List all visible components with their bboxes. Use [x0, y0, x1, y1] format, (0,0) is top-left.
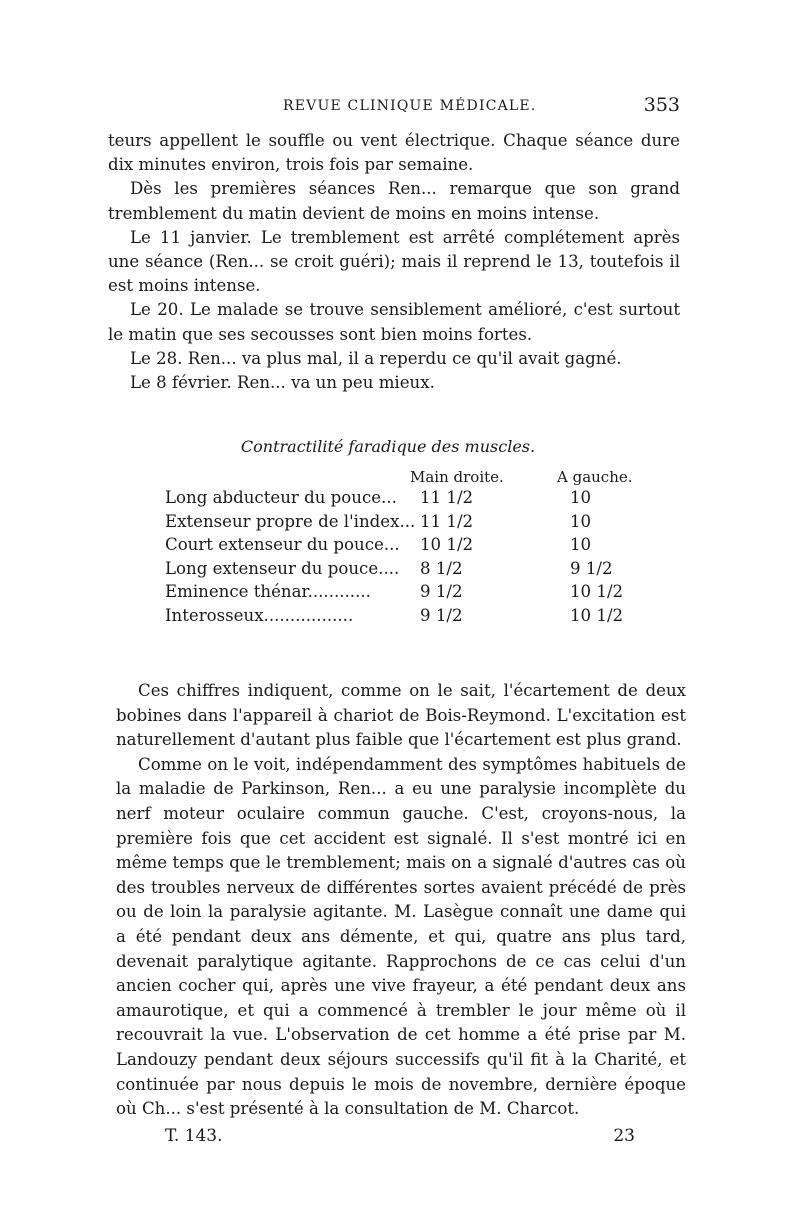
table-row — [165, 488, 645, 512]
table-row — [165, 535, 645, 559]
page-number: 353 — [643, 94, 680, 116]
muscle-name: Long abducteur du pouce... — [165, 488, 397, 507]
paragraph: Le 20. Le malade se trouve sensiblement amélioré, c'est surtout le matin que ses secousses sont bien moins fortes. — [108, 300, 680, 344]
body-text-bottom — [116, 679, 686, 1122]
left-hand-value: 10 — [570, 488, 592, 507]
column-header-right-hand: Main droite. — [410, 468, 504, 486]
muscle-name: Extenseur propre de l'index... — [165, 511, 416, 531]
table-row — [165, 512, 645, 536]
page-footer — [165, 1126, 635, 1150]
signature-mark: 23 — [613, 1126, 635, 1146]
right-hand-value: 11 1/2 — [420, 488, 474, 507]
paragraph: Dès les premières séances Ren... remarque que son grand tremblement du matin devient de moins en moins intense. — [108, 179, 680, 223]
paragraph: Le 8 février. Ren... va un peu mieux. — [130, 373, 435, 393]
paragraph: Ces chiffres indiquent, comme on le sait, l'écartement de deux bobines dans l'appareil à chariot de Bois-Reymond. L'excitation est naturellement d'autant plus faible que l'écartement est plus grand. — [116, 681, 686, 750]
muscle-name: Eminence thénar............ — [165, 582, 371, 601]
table-row — [165, 559, 645, 583]
muscle-name: Interosseux................. — [165, 605, 354, 625]
muscle-name: Court extenseur du pouce... — [165, 535, 400, 554]
left-hand-value: 9 1/2 — [570, 558, 613, 578]
left-hand-value: 10 1/2 — [570, 605, 624, 625]
right-hand-value: 10 1/2 — [420, 535, 474, 554]
paragraph: teurs appellent le souffle ou vent électrique. Chaque séance dure dix minutes environ, trois fois par semaine. — [108, 131, 680, 175]
table-row — [165, 582, 645, 606]
muscle-name: Long extenseur du pouce.... — [165, 558, 400, 578]
faradic-table — [165, 466, 645, 629]
right-hand-value: 8 1/2 — [420, 558, 463, 578]
left-hand-value: 10 — [570, 511, 592, 531]
body-text-top — [108, 129, 680, 395]
table-row — [165, 606, 645, 630]
right-hand-value: 9 1/2 — [420, 582, 463, 601]
right-hand-value: 11 1/2 — [420, 511, 474, 531]
right-hand-value: 9 1/2 — [420, 605, 463, 625]
column-header-left-hand: A gauche. — [557, 468, 633, 486]
table-header-row — [165, 466, 645, 488]
page-header — [108, 94, 680, 118]
paragraph: Le 28. Ren... va plus mal, il a reperdu ce qu'il avait gagné. — [130, 348, 622, 368]
left-hand-value: 10 1/2 — [570, 582, 624, 601]
paragraph: Comme on le voit, indépendamment des symptômes habituels de la maladie de Parkinson, Ren... a eu une paralysie incomplète du nerf moteur oculaire commun gauche. C'est, croyons-nous, la première fois que cet accident est signalé. Il s'est montré ici en même temps que le tremblement; mais on a signalé d'autres cas où des troubles nerveux de différentes sortes avaient précédé de près ou de loin la paralysie agitante. M. Lasègue connaît une dame qui a été pendant deux ans démente, et qui, quatre ans plus tard, devenait paralytique agitante. Rapprochons de ce cas celui d'un ancien cocher qui, après une vive frayeur, a été pendant deux ans amaurotique, et qui a commencé à trembler le jour même où il recouvrait la vue. L'observation de cet homme a été prise par M. Landouzy pendant deux séjours successifs qu'il fit à la Charité, et continuée par nous depuis le mois de novembre, dernière époque où Ch... s'est présenté à la consultation de M. Charcot. — [116, 754, 686, 1119]
table-caption: Contractilité faradique des muscles. — [240, 437, 536, 456]
paragraph: Le 11 janvier. Le tremblement est arrêté complétement après une séance (Ren... se croit guéri); mais il reprend le 13, toutefois il est moins intense. — [108, 227, 680, 296]
left-hand-value: 10 — [570, 535, 592, 554]
running-title: REVUE CLINIQUE MÉDICALE. — [283, 98, 537, 114]
volume-mark: T. 143. — [165, 1126, 223, 1146]
